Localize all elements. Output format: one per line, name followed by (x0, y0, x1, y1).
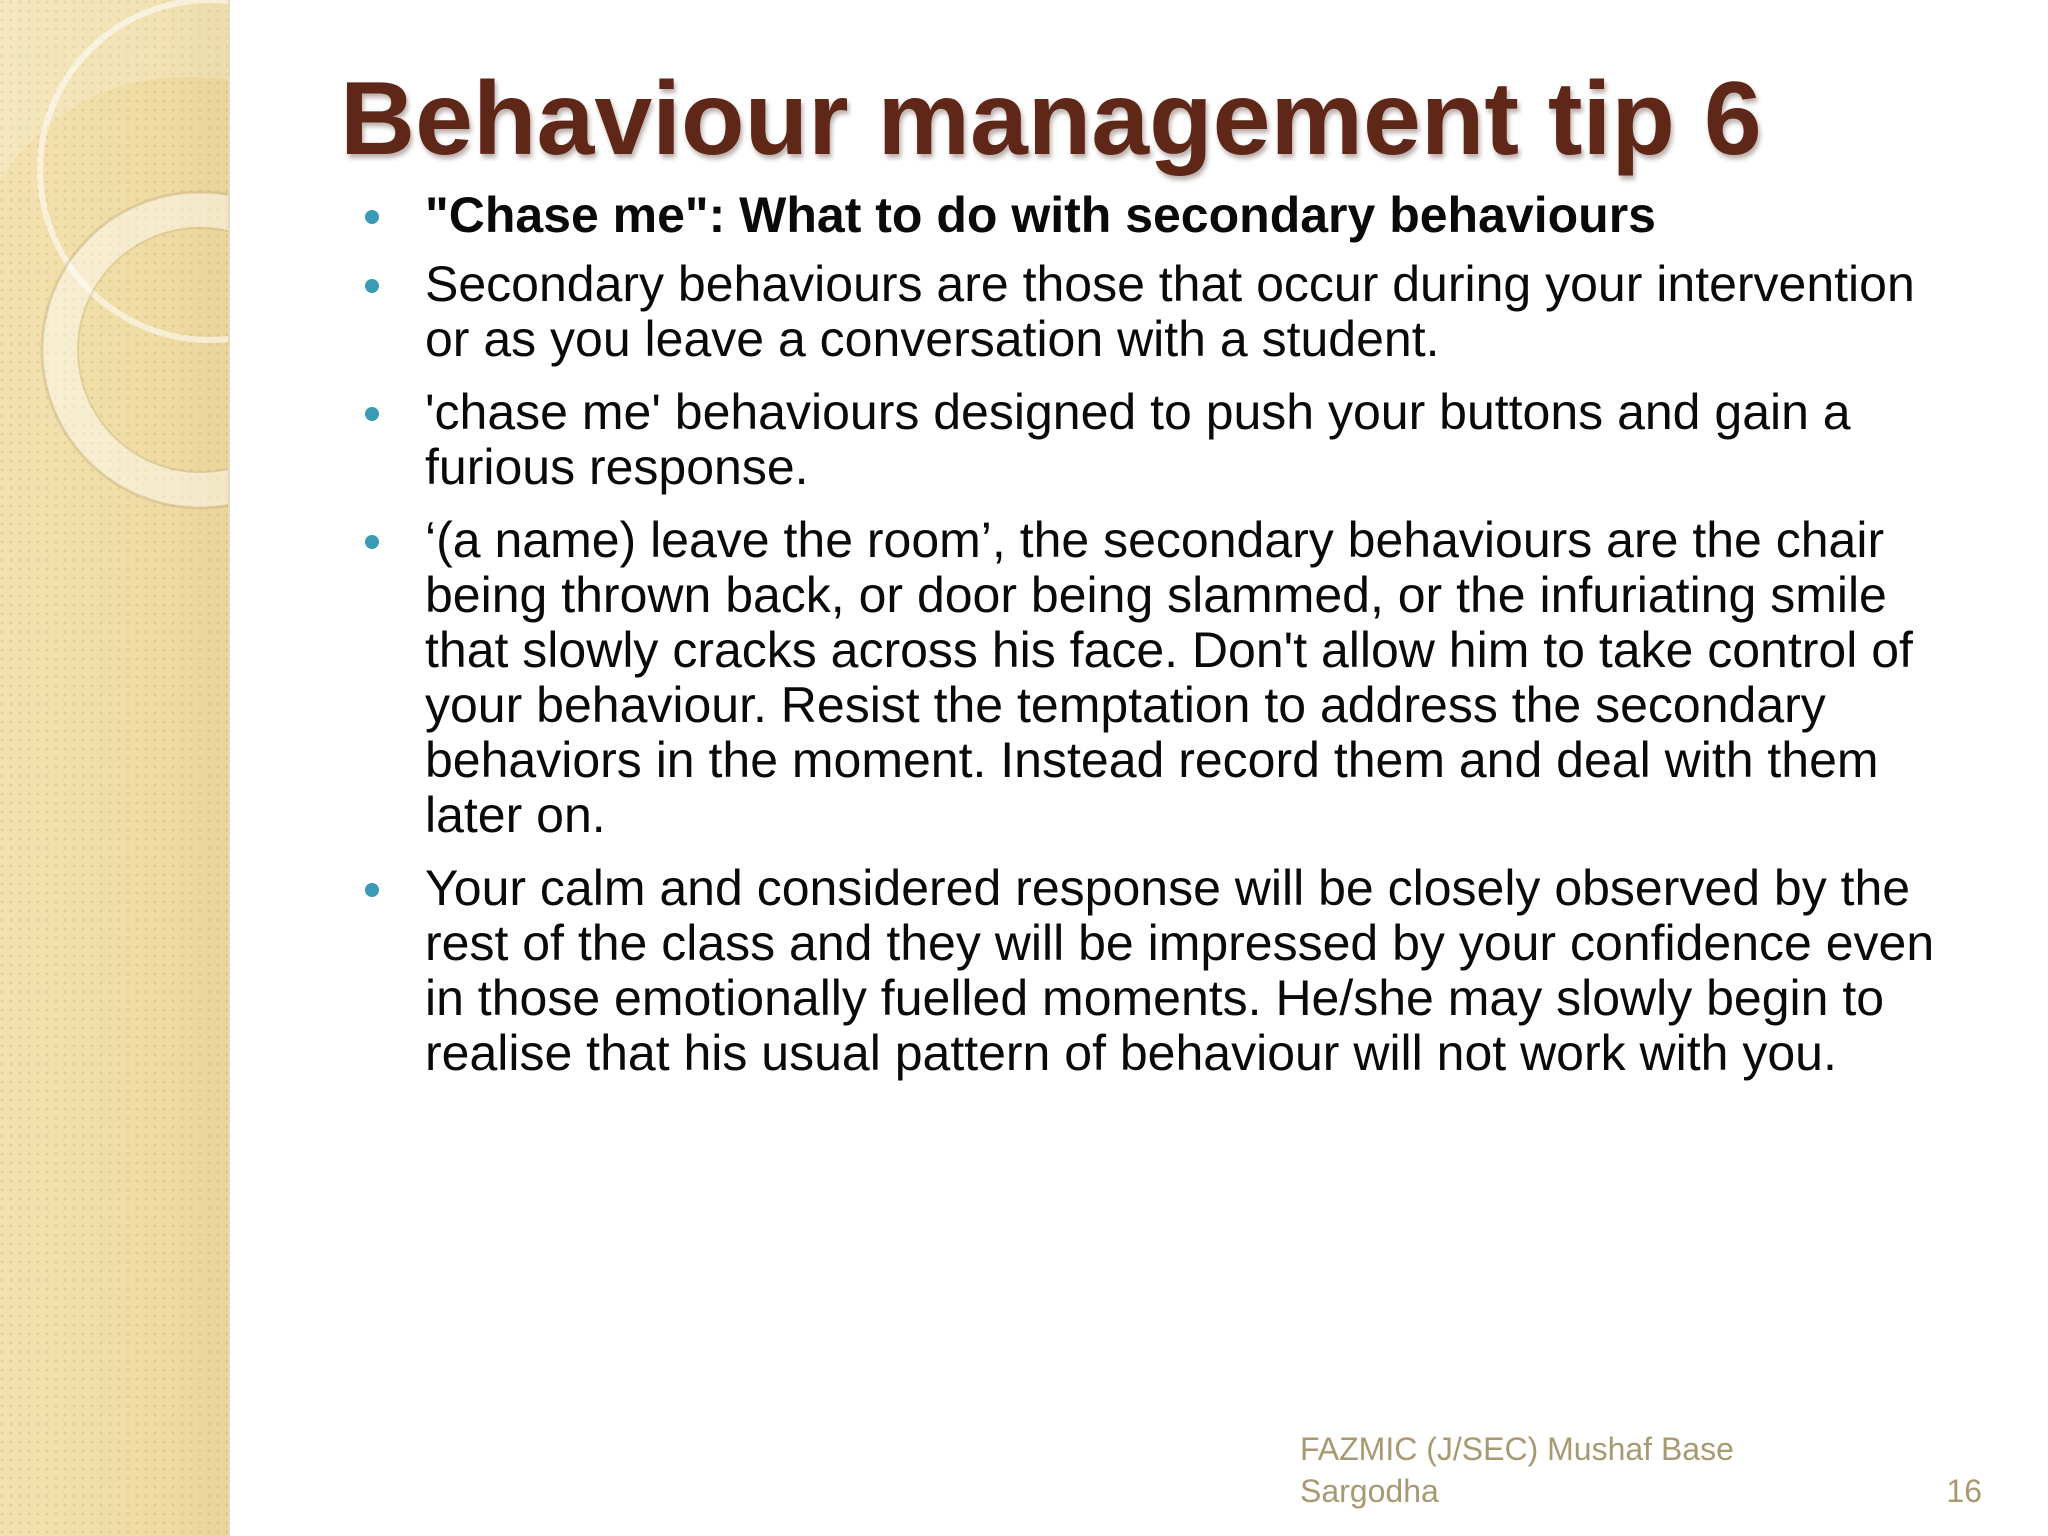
bullet-item: "Chase me": What to do with secondary behaviours (365, 188, 1965, 243)
bullet-list (365, 188, 1965, 1099)
decorative-rings-graphic (0, 0, 228, 1536)
decorative-side-panel (0, 0, 230, 1536)
bullet-item: ‘(a name) leave the room’, the secondary behaviours are the chair being thrown back, or door being slammed, or the infuriating smile that slowly cracks across his face. Don't allow him to take control of your behaviour. Resist the temptation to address the secondary behaviors in the moment. Instead record them and deal with them later on. (365, 513, 1965, 843)
bullet-item: Your calm and considered response will be closely observed by the rest of the class and they will be impressed by your confidence even in those emotionally fuelled moments. He/she may slowly begin to realise that his usual pattern of behaviour will not work with you. (365, 861, 1965, 1081)
bullet-item: Secondary behaviours are those that occur during your intervention or as you leave a conversation with a student. (365, 257, 1965, 367)
page-number: 16 (1946, 1473, 1982, 1509)
bullet-item: 'chase me' behaviours designed to push your buttons and gain a furious response. (365, 385, 1965, 495)
slide-title: Behaviour management tip 6 (340, 61, 1762, 177)
footer-text: FAZMIC (J/SEC) Mushaf Base Sargodha (1300, 1431, 1734, 1509)
